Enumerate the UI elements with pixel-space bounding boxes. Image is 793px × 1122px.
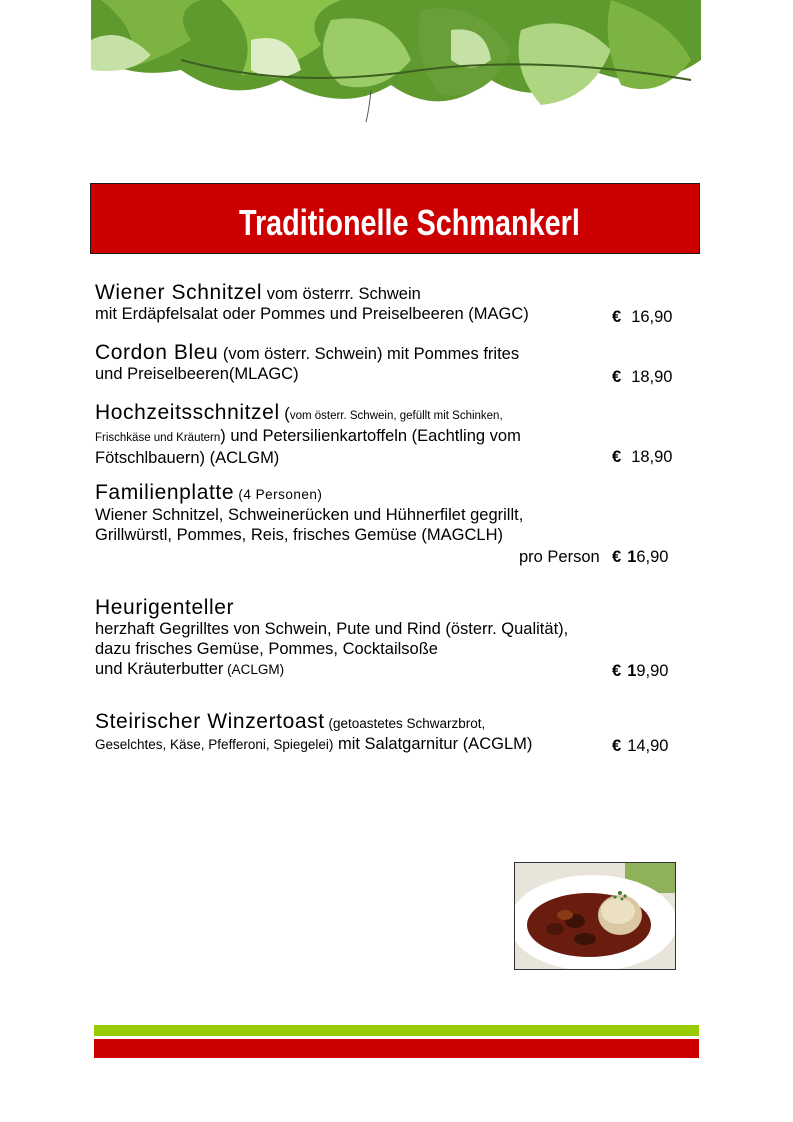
dish-description: Wiener Schnitzel, Schweinerücken und Hühnerfilet gegrillt,	[95, 506, 524, 524]
price-value: 1	[627, 548, 637, 566]
footer-red-stripe	[94, 1039, 699, 1058]
dish-price	[612, 736, 668, 756]
dish-description: Fötschlbauern) (ACLGM)	[95, 449, 280, 467]
dish-photo	[514, 862, 676, 970]
dish-description: und Kräuterbutter	[95, 660, 224, 678]
dish-description: (getoastetes Schwarzbrot,	[324, 716, 486, 731]
dish-persons: (4 Personen)	[234, 487, 323, 502]
menu-item-hochzeitsschnitzel	[95, 403, 695, 468]
dish-name: Hochzeitsschnitzel	[95, 401, 280, 424]
dish-description: Grillwürstl, Pommes, Reis, frisches Gemüse (MAGCLH)	[95, 526, 503, 544]
menu-title: Traditionelle Schmankerl	[238, 202, 580, 243]
dish-description: vom österr. Schwein, gefüllt mit Schinken,	[289, 410, 503, 422]
dish-name: Cordon Bleu	[95, 341, 219, 364]
euro-sign: €	[612, 548, 622, 566]
dish-price	[612, 547, 669, 567]
dish-description: Geselchtes, Käse, Pfefferoni, Spiegelei)	[95, 737, 334, 752]
dish-name: Heurigenteller	[95, 596, 235, 619]
footer-green-stripe	[94, 1025, 699, 1036]
euro-sign: €	[612, 448, 622, 466]
dish-description: (	[279, 405, 290, 423]
dish-description: (vom österr. Schwein) mit Pommes frites	[218, 345, 520, 363]
dish-description: herzhaft Gegrilltes von Schwein, Pute und Rind (österr. Qualität),	[95, 620, 569, 638]
dish-price	[612, 661, 669, 681]
dish-description: und Preiselbeeren(MLAGC)	[95, 365, 299, 383]
dish-name: Steirischer Winzertoast	[95, 710, 325, 733]
price-value: 1	[627, 662, 637, 680]
dish-price	[612, 307, 672, 327]
euro-sign: €	[612, 737, 622, 755]
price-value: 18,90	[631, 448, 673, 466]
dish-description: dazu frisches Gemüse, Pommes, Cocktailsoße	[95, 640, 438, 658]
price-value: 6,90	[636, 548, 669, 566]
dish-name: Familienplatte	[95, 481, 235, 504]
price-value: 18,90	[631, 368, 673, 386]
menu-item-wiener-schnitzel	[95, 283, 695, 324]
dish-description: ) und Petersilienkartoffeln (Eachtling vom	[220, 427, 521, 445]
dish-price	[612, 447, 672, 467]
price-value: 14,90	[627, 737, 669, 755]
price-value: 16,90	[631, 308, 673, 326]
price-value: 9,90	[636, 662, 669, 680]
dish-price	[612, 367, 672, 387]
dish-description: vom österrr. Schwein	[262, 285, 421, 303]
euro-sign: €	[612, 662, 622, 680]
euro-sign: €	[612, 308, 622, 326]
menu-item-familienplatte	[95, 483, 695, 545]
dish-description: mit Salatgarnitur (ACGLM)	[333, 735, 533, 753]
menu-item-cordon-bleu	[95, 343, 695, 384]
euro-sign: €	[612, 368, 622, 386]
dish-description: mit Erdäpfelsalat oder Pommes und Preiselbeeren (MAGC)	[95, 305, 529, 323]
dish-allergens: (ACLGM)	[223, 662, 285, 677]
menu-item-heurigenteller	[95, 598, 695, 680]
menu-title-banner	[90, 183, 700, 254]
dish-name: Wiener Schnitzel	[95, 281, 263, 304]
per-person-label: pro Person	[519, 548, 600, 566]
grape-leaves-image	[91, 0, 701, 125]
dish-description: Frischkäse und Kräutern	[95, 432, 221, 444]
menu-item-steirischer-winzertoast	[95, 712, 695, 755]
